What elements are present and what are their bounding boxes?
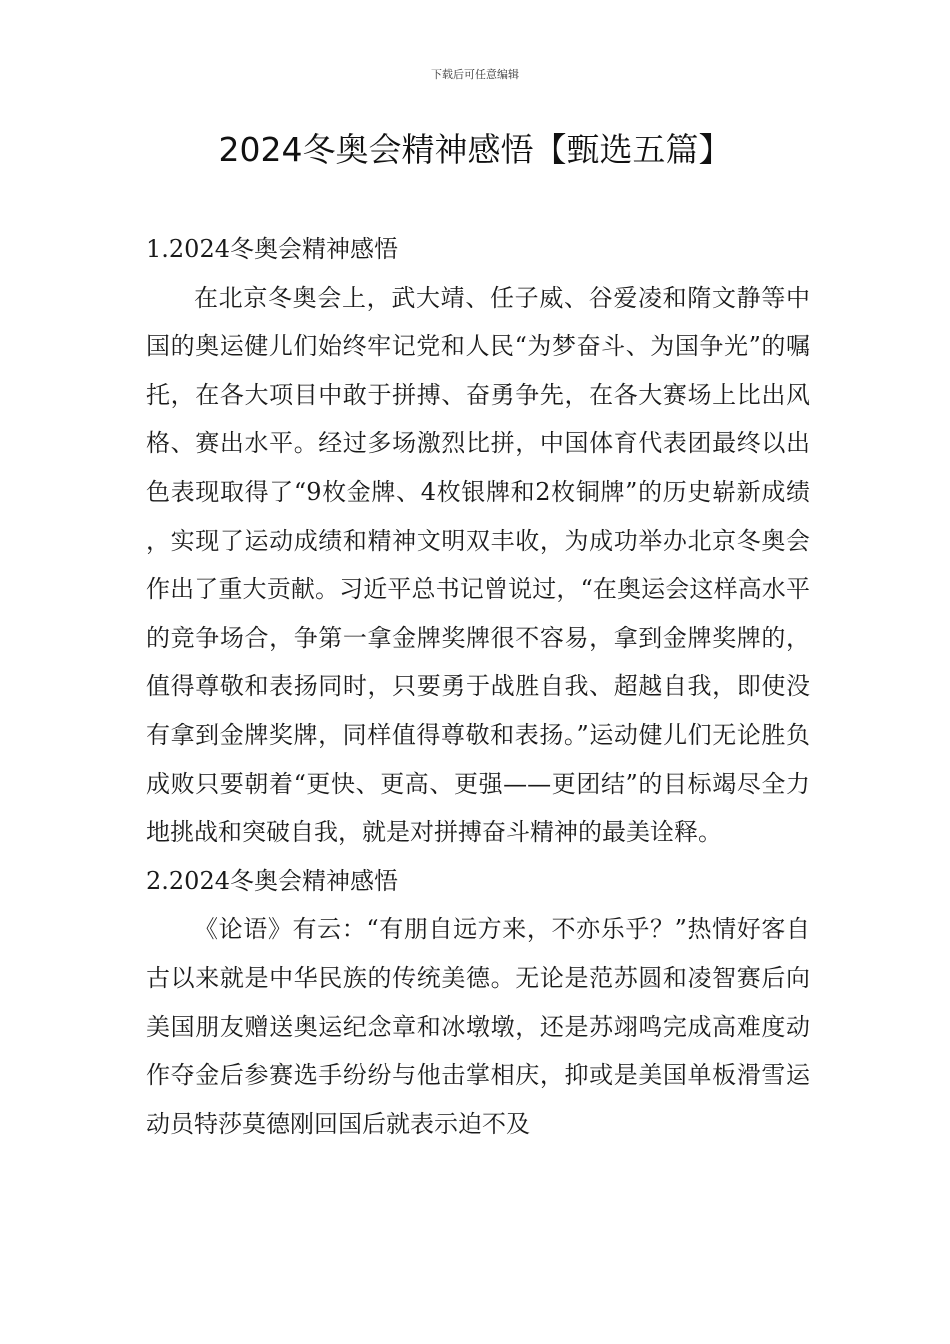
section-heading-1: 1.2024冬奥会精神感悟 xyxy=(146,235,398,263)
section-paragraph-2: 《论语》有云：“有朋自远方来，不亦乐乎？”热情好客自古以来就是中华民族的传统美德。无论是范苏圆和凌智赛后向美国朋友赠送奥运纪念章和冰墩墩，还是苏翊鸣完成高难度动作夺金后参赛选手纷纷与他击掌相庆，抑或是美国单板滑雪运动员特莎莫德刚回国后就表示迫不及 xyxy=(146,915,810,1138)
document-body xyxy=(146,225,810,1148)
section-heading-2: 2.2024冬奥会精神感悟 xyxy=(146,866,398,895)
header-note: 下载后可任意编辑 xyxy=(431,68,519,81)
document-title: 2024冬奥会精神感悟【甄选五篇】 xyxy=(218,130,732,169)
section-paragraph-1: 在北京冬奥会上，武大靖、任子威、谷爱凌和隋文静等中国的奥运健儿们始终牢记党和人民“为梦奋斗、为国争光”的嘱托，在各大项目中敢于拼搏、奋勇争先，在各大赛场上比出风格、赛出水平。经过多场激烈比拼，中国体育代表团最终以出色表现取得了“9枚金牌、4枚银牌和2枚铜牌”的历史崭新成绩，实现了运动成绩和精神文明双丰收，为成功举办北京冬奥会作出了重大贡献。习近平总书记曾说过，“在奥运会这样高水平的竞争场合，争第一拿金牌奖牌很不容易，拿到金牌奖牌的，值得尊敬和表扬同时，只要勇于战胜自我、超越自我，即使没有拿到金牌奖牌，同样值得尊敬和表扬。”运动健儿们无论胜负成败只要朝着“更快、更高、更强——更团结”的目标竭尽全力地挑战和突破自我，就是对拼搏奋斗精神的最美诠释。 xyxy=(146,283,810,847)
